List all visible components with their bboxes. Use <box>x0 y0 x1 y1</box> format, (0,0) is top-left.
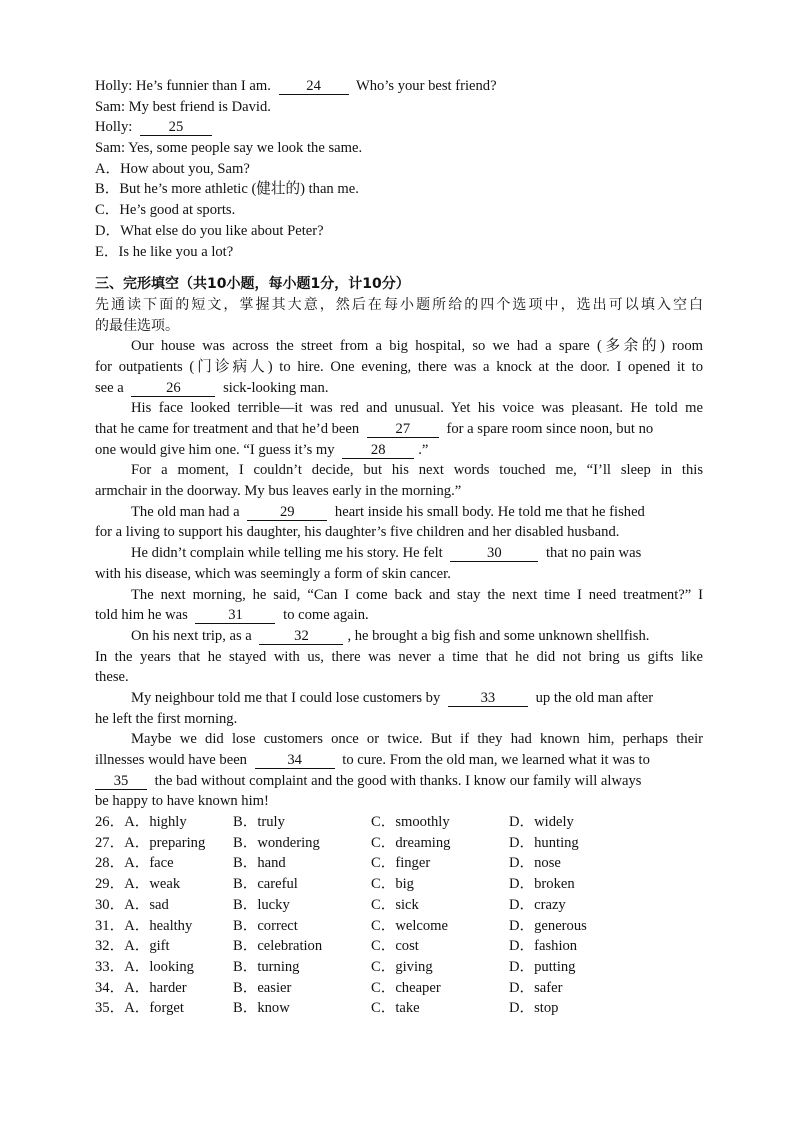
option-b: B．But he’s more athletic (健壮的) than me. <box>95 181 359 198</box>
blank-27[interactable]: 27 <box>367 422 439 438</box>
choice-a[interactable]: 27．A．preparing <box>95 834 206 851</box>
choice-c[interactable]: C．dreaming <box>371 834 451 851</box>
question-row-33 <box>95 957 703 978</box>
dialogue-line: Sam: My best friend is David. <box>95 98 271 115</box>
question-row-26 <box>95 812 703 833</box>
blank-31[interactable]: 31 <box>195 608 275 624</box>
choice-a[interactable]: 34．A．harder <box>95 979 187 996</box>
choice-d[interactable]: D．generous <box>509 917 587 934</box>
choice-d[interactable]: D．widely <box>509 814 574 831</box>
choice-c[interactable]: C．cheaper <box>371 979 441 996</box>
choice-c[interactable]: C．finger <box>371 855 431 872</box>
blank-24[interactable]: 24 <box>279 79 349 95</box>
cloze-passage: Our house was across the street from a big hospital, so we had a spare (多余的) room for outpatients (门诊病人) to hire. One evening, there was a knock at the door. I opened it to see a 26 sick-looking man. His face looked terrible—it was red and unusual. Yet his voice was pleasant. He told me that he came for treatment and that he’d been 27 for a spare room since noon, but no one would give him one. “I guess it’s my 28 .” For a moment, I couldn’t decide, but his next words touched me, “I’ll sleep in this armchair in the doorway. My bus leaves early in the morning.” The old man had a 29 heart inside his small body. He told me that he fished for a living to support his daughter, his daughter’s five children and her disabled husband. He didn’t complain while telling me his story. He felt 30 that no pain was with his disease, which was seemingly a form of skin cancer. The next morning, he said, “Can I come back and stay the next time I need treatment?” I told him he was 31 to come again. On his next trip, as a 32 , he brought a big fish and some unknown shellfish. In the years that he stayed with us, there was never a time that he did not bring us gifts like these. My neighbour told me that I could lose customers by 33 up the old man after he left the first morning. Maybe we did lose customers once or twice. But if they had known him, perhaps their illnesses would have been 34 to cure. From the old man, we learned what it was to 35 the bad without complaint and the good with thanks. I know our family will always be happy to have known him! <box>95 338 703 810</box>
question-row-31 <box>95 916 703 937</box>
question-row-34 <box>95 978 703 999</box>
dialogue-section <box>95 76 703 262</box>
choice-c[interactable]: C．cost <box>371 938 419 955</box>
blank-30[interactable]: 30 <box>450 546 538 562</box>
blank-26[interactable]: 26 <box>131 381 215 397</box>
blank-34[interactable]: 34 <box>255 753 335 769</box>
question-options <box>95 812 703 1019</box>
choice-d[interactable]: D．broken <box>509 876 575 893</box>
choice-b[interactable]: B．correct <box>233 917 298 934</box>
choice-a[interactable]: 31．A．healthy <box>95 917 193 934</box>
question-row-27 <box>95 833 703 854</box>
option-c: C．He’s good at sports. <box>95 202 236 219</box>
choice-c[interactable]: C．welcome <box>371 917 449 934</box>
choice-d[interactable]: D．crazy <box>509 896 566 913</box>
choice-a[interactable]: 28．A．face <box>95 855 174 872</box>
choice-a[interactable]: 33．A．looking <box>95 958 194 975</box>
option-e: E．Is he like you a lot? <box>95 243 234 260</box>
choice-d[interactable]: D．nose <box>509 855 561 872</box>
choice-b[interactable]: B．wondering <box>233 834 320 851</box>
blank-33[interactable]: 33 <box>448 691 528 707</box>
choice-b[interactable]: B．know <box>233 1000 290 1017</box>
choice-c[interactable]: C．take <box>371 1000 420 1017</box>
choice-d[interactable]: D．hunting <box>509 834 579 851</box>
choice-b[interactable]: B．celebration <box>233 938 323 955</box>
choice-d[interactable]: D．fashion <box>509 938 578 955</box>
option-d: D．What else do you like about Peter? <box>95 222 324 239</box>
blank-32[interactable]: 32 <box>259 629 343 645</box>
choice-a[interactable]: 30．A．sad <box>95 896 169 913</box>
choice-b[interactable]: B．lucky <box>233 896 290 913</box>
blank-29[interactable]: 29 <box>247 505 327 521</box>
choice-a[interactable]: 32．A．gift <box>95 938 170 955</box>
dialogue-line: Sam: Yes, some people say we look the same. <box>95 140 363 157</box>
choice-a[interactable]: 29．A．weak <box>95 876 181 893</box>
choice-b[interactable]: B．turning <box>233 958 300 975</box>
choice-b[interactable]: B．truly <box>233 814 285 831</box>
section-instruction: 的最佳选项。 <box>95 317 179 334</box>
option-a: A．How about you, Sam? <box>95 160 250 177</box>
dialogue-line: Holly: He’s funnier than I am. 24 Who’s your best friend? <box>95 78 497 94</box>
choice-d[interactable]: D．stop <box>509 1000 559 1017</box>
choice-b[interactable]: B．easier <box>233 979 292 996</box>
question-row-29 <box>95 874 703 895</box>
section-instruction: 先通读下面的短文，掌握其大意，然后在每小题所给的四个选项中，选出可以填入空白 <box>95 296 703 313</box>
section-title: 三、完形填空（共10小题，每小题1分，计10分） <box>95 276 410 293</box>
question-row-30 <box>95 895 703 916</box>
blank-28[interactable]: 28 <box>342 443 414 459</box>
choice-d[interactable]: D．safer <box>509 979 563 996</box>
choice-d[interactable]: D．putting <box>509 958 576 975</box>
choice-c[interactable]: C．giving <box>371 958 433 975</box>
exam-page <box>95 76 703 1019</box>
choice-c[interactable]: C．big <box>371 876 414 893</box>
choice-c[interactable]: C．smoothly <box>371 814 450 831</box>
choice-b[interactable]: B．hand <box>233 855 286 872</box>
question-row-32 <box>95 936 703 957</box>
dialogue-line: Holly: 25 <box>95 117 703 138</box>
choice-c[interactable]: C．sick <box>371 896 419 913</box>
blank-25[interactable]: 25 <box>140 120 212 136</box>
blank-35[interactable]: 35 <box>95 774 147 790</box>
question-row-35 <box>95 998 703 1019</box>
choice-a[interactable]: 26．A．highly <box>95 814 187 831</box>
choice-a[interactable]: 35．A．forget <box>95 1000 184 1017</box>
choice-b[interactable]: B．careful <box>233 876 298 893</box>
question-row-28 <box>95 853 703 874</box>
